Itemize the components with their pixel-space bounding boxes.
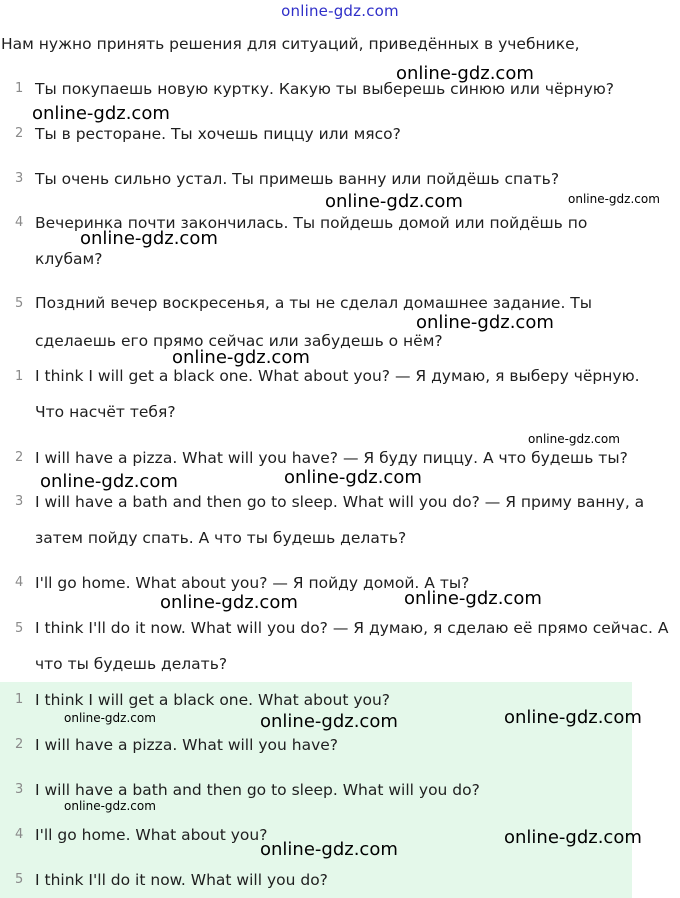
item-text: I will have a pizza. What will you have? [35,736,339,754]
item-number: 4 [15,215,24,230]
item-text: Поздний вечер воскресенья, а ты не сделал домашнее задание. Ты сделаешь его прямо сейчас или забудешь о нём? [35,294,593,350]
watermark: online-gdz.com [160,592,298,613]
watermark: online-gdz.com [260,711,398,732]
item-number: 2 [15,737,24,752]
watermark: online-gdz.com [64,711,156,725]
watermark: online-gdz.com [396,63,534,84]
watermark: online-gdz.com [172,347,310,368]
item-number: 5 [15,296,24,311]
watermark: online-gdz.com [64,799,156,813]
item-text: I'll go home. What about you? [35,826,268,844]
item-text: I will have a bath and then go to sleep. What will you do? — Я приму ванну, а затем пойду спать. А что ты будешь делать? [35,493,645,547]
watermark: online-gdz.com [504,827,642,848]
item-number: 3 [15,782,24,797]
item-number: 1 [15,369,24,384]
watermark: online-gdz.com [404,588,542,609]
item-text: I will have a bath and then go to sleep. What will you do? [35,781,480,799]
item-text: I think I'll do it now. What will you do? [35,871,328,889]
watermark: online-gdz.com [416,312,554,333]
item-text: I'll go home. What about you? — Я пойду домой. А ты? [35,574,470,592]
item-text: I think I will get a black one. What about you? — Я думаю, я выберу чёрную. Что насчёт тебя? [35,367,640,421]
watermark: online-gdz.com [40,471,178,492]
item-text: Ты покупаешь новую куртку. Какую ты выберешь синюю или чёрную? [35,80,615,98]
item-text: I will have a pizza. What will you have? — Я буду пиццу. А что будешь ты? [35,449,628,467]
item-number: 1 [15,692,24,707]
header-watermark: online-gdz.com [281,2,399,20]
watermark: online-gdz.com [504,707,642,728]
item-text: Вечеринка почти закончилась. Ты пойдешь домой или пойдёшь по клубам? [35,214,588,268]
item-number: 3 [15,171,24,186]
item-number: 2 [15,126,24,141]
item-number: 4 [15,827,24,842]
item-text: Ты в ресторане. Ты хочешь пиццу или мясо? [35,125,401,143]
item-number: 5 [15,621,24,636]
watermark: online-gdz.com [260,839,398,860]
watermark: online-gdz.com [32,103,170,124]
watermark: online-gdz.com [568,192,660,206]
watermark: online-gdz.com [80,228,218,249]
item-number: 4 [15,575,24,590]
intro-text: Нам нужно принять решения для ситуаций, приведённых в учебнике, [1,35,580,53]
watermark: online-gdz.com [528,432,620,446]
item-text: I think I'll do it now. What will you do? — Я думаю, я сделаю её прямо сейчас. А что ты будешь делать? [35,619,669,673]
item-number: 3 [15,494,24,509]
item-text: Ты очень сильно устал. Ты примешь ванну или пойдёшь спать? [35,170,560,188]
watermark: online-gdz.com [325,191,463,212]
item-number: 1 [15,81,24,96]
item-text: I think I will get a black one. What about you? [35,691,391,709]
item-number: 5 [15,872,24,887]
item-number: 2 [15,450,24,465]
watermark: online-gdz.com [284,467,422,488]
